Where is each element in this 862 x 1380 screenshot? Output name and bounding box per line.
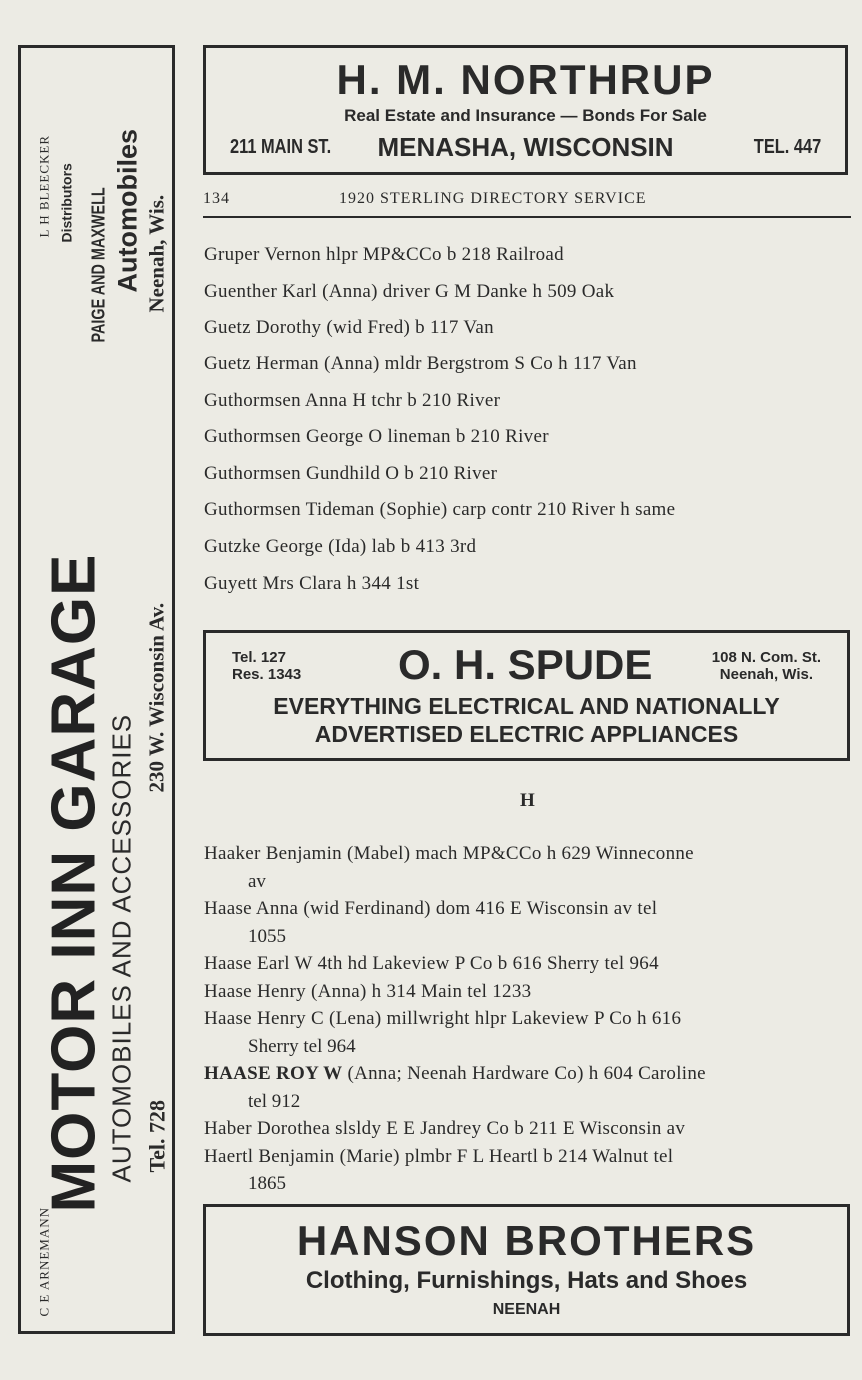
spude-tel: Tel. 127	[232, 649, 286, 666]
directory-entry-continuation: av	[248, 871, 266, 892]
directory-entry: Gruper Vernon hlpr MP&CCo b 218 Railroad	[204, 244, 564, 265]
side-ad-owner: C E ARNEMANN	[36, 1206, 51, 1316]
page-number: 134	[203, 190, 230, 207]
page-header-title: 1920 STERLING DIRECTORY SERVICE	[339, 190, 647, 207]
entry-bold-name: HAASE ROY W	[204, 1063, 343, 1084]
directory-entry: Haaker Benjamin (Mabel) mach MP&CCo h 629 Winneconne	[204, 843, 694, 864]
northrup-subtitle: Real Estate and Insurance — Bonds For Sale	[344, 106, 707, 125]
directory-entry: Haase Earl W 4th hd Lakeview P Co b 616 Sherry tel 964	[204, 953, 659, 974]
side-ad-distributors-label: Distributors	[58, 162, 74, 242]
directory-entry: Haase Henry C (Lena) millwright hlpr Lakeview P Co h 616	[204, 1008, 682, 1029]
northrup-title: H. M. NORTHRUP	[336, 56, 715, 103]
directory-entry: Gutzke George (Ida) lab b 413 3rd	[204, 536, 477, 557]
spude-city: Neenah, Wis.	[719, 666, 814, 683]
side-ad-distributor-name: L H BLEECKER	[36, 134, 51, 237]
spude-address: 108 N. Com. St.	[711, 649, 821, 666]
directory-entry: Guthormsen George O lineman b 210 River	[204, 426, 549, 447]
directory-entry: Guetz Dorothy (wid Fred) b 117 Van	[204, 317, 494, 338]
side-ad-content	[20, 47, 173, 1332]
side-ad-brands: PAIGE AND MAXWELL	[88, 186, 108, 342]
northrup-city: MENASHA, WISCONSIN	[377, 132, 674, 162]
section-letter: H	[520, 790, 535, 811]
side-ad-subtitle: AUTOMOBILES AND ACCESSORIES	[106, 713, 136, 1182]
directory-entry: Haase Anna (wid Ferdinand) dom 416 E Wisconsin av tel	[204, 898, 658, 919]
header-rule	[203, 216, 851, 218]
side-ad-city: Neenah, Wis.	[144, 194, 168, 312]
directory-entry: Guthormsen Tideman (Sophie) carp contr 210 River h same	[204, 499, 676, 520]
directory-entry-continuation: 1865	[248, 1173, 286, 1194]
spude-phones	[232, 649, 301, 683]
directory-entry: Haase Henry (Anna) h 314 Main tel 1233	[204, 981, 532, 1002]
northrup-tel: TEL. 447	[753, 136, 821, 158]
directory-entry: Guthormsen Anna H tchr b 210 River	[204, 390, 501, 411]
hanson-subtitle: Clothing, Furnishings, Hats and Shoes	[305, 1267, 748, 1294]
directory-entry-continuation: Sherry tel 964	[248, 1036, 356, 1057]
directory-entry: Guyett Mrs Clara h 344 1st	[204, 573, 420, 594]
directory-entry: Haertl Benjamin (Marie) plmbr F L Heartl b 214 Walnut tel	[204, 1146, 674, 1167]
directory-entry-continuation: tel 912	[248, 1091, 301, 1112]
spude-res: Res. 1343	[232, 666, 302, 683]
side-ad-automobiles: Automobiles	[112, 128, 142, 292]
spude-line-1: EVERYTHING ELECTRICAL AND NATIONALLY	[273, 693, 780, 719]
spude-line-2: ADVERTISED ELECTRIC APPLIANCES	[314, 721, 739, 747]
directory-entry: Guetz Herman (Anna) mldr Bergstrom S Co h 117 Van	[204, 353, 637, 374]
spude-ad	[203, 630, 850, 761]
directory-entry	[204, 1063, 706, 1085]
directory-entry-continuation: 1055	[248, 926, 286, 947]
directory-entry: Guthormsen Gundhild O b 210 River	[204, 463, 498, 484]
northrup-ad	[203, 45, 848, 175]
spude-name: O. H. SPUDE	[398, 641, 653, 688]
side-ad-address: 230 W. Wisconsin Av.	[144, 602, 168, 792]
motor-inn-garage-ad	[18, 45, 175, 1334]
hanson-title: HANSON BROTHERS	[296, 1217, 757, 1264]
northrup-address: 211 MAIN ST.	[230, 136, 332, 158]
hanson-brothers-ad	[203, 1204, 850, 1336]
entry-rest: (Anna; Neenah Hardware Co) h 604 Caroline	[342, 1063, 706, 1084]
side-ad-tel: Tel. 728	[144, 1099, 169, 1172]
spude-address-block	[712, 649, 821, 683]
directory-entry: Haber Dorothea slsldy E E Jandrey Co b 211 E Wisconsin av	[204, 1118, 686, 1139]
side-ad-title: MOTOR INN GARAGE	[39, 553, 108, 1212]
hanson-city: NEENAH	[492, 1301, 561, 1318]
directory-entry: Guenther Karl (Anna) driver G M Danke h 509 Oak	[204, 281, 615, 302]
